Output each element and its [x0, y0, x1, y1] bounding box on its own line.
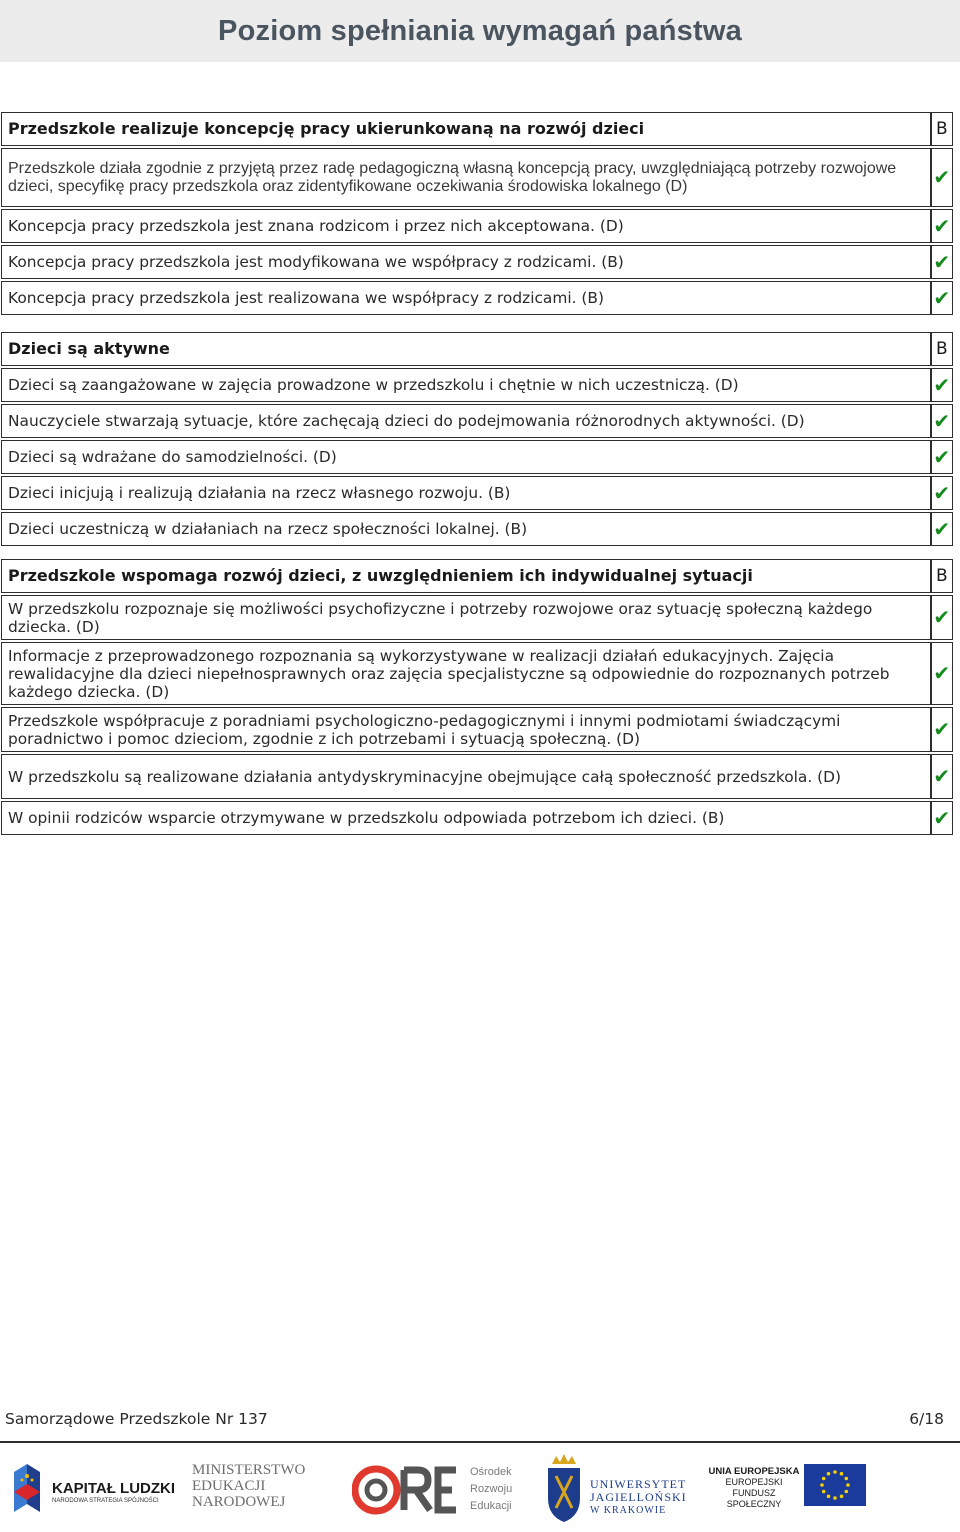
checkmark-icon: ✔: [933, 480, 951, 505]
requirement-row: [1, 707, 953, 752]
requirement-row: [1, 801, 953, 835]
footer-page-number: 6/18: [909, 1410, 944, 1428]
requirement-text: W opinii rodziców wsparcie otrzymywane w przedszkolu odpowiada potrzebom ich dzieci. (B): [1, 801, 931, 835]
checkmark-icon: ✔: [933, 764, 951, 788]
checkmark-icon: ✔: [933, 408, 951, 433]
requirement-text: Nauczyciele stwarzają sytuacje, które zachęcają dzieci do podejmowania różnorodnych aktywności. (D): [1, 404, 931, 438]
title-bar: [0, 0, 960, 62]
logo-ue: [708, 1464, 878, 1516]
logo-ore: [352, 1460, 522, 1520]
checkmark-icon: ✔: [933, 444, 951, 469]
requirement-row: [1, 148, 953, 207]
requirement-text: Informacje z przeprowadzonego rozpoznania są wykorzystywane w realizacji działań edukacyjnych. Zajęcia rewalidacyjne dla dzieci niepełnosprawnych oraz zajęcia specjalistyczne są odpowiednie do rozpoznanych potrzeb każdego dziecka. (D): [1, 642, 931, 705]
requirement-text: W przedszkolu rozpoznaje się możliwości psychofizyczne i potrzeby rozwojowe oraz sytuację społeczną każdego dziecka. (D): [1, 595, 931, 640]
section-heading: Przedszkole wspomaga rozwój dzieci, z uwzględnieniem ich indywidualnej sytuacji: [1, 559, 931, 593]
uj-crest-icon: [546, 1454, 582, 1524]
requirement-text: Koncepcja pracy przedszkola jest modyfikowana we współpracy z rodzicami. (B): [1, 245, 931, 279]
checkmark-icon: ✔: [933, 285, 951, 310]
requirement-table-1: [1, 110, 953, 317]
checkmark-icon: ✔: [933, 661, 951, 685]
checkmark-icon: ✔: [933, 165, 951, 189]
uj-line2: JAGIELLOŃSKI: [590, 1490, 687, 1504]
requirement-text: Dzieci inicjują i realizują działania na rzecz własnego rozwoju. (B): [1, 476, 931, 510]
eu-flag-icon: [804, 1464, 866, 1506]
requirement-text: W przedszkolu są realizowane działania antydyskryminacyjne obejmujące całą społeczność przedszkola. (D): [1, 754, 931, 799]
kapital-ludzki-subtext: NARODOWA STRATEGIA SPÓJNOŚCI: [52, 1498, 159, 1504]
ministerstwo-line2: EDUKACJI: [192, 1478, 266, 1494]
footer-divider: [0, 1441, 960, 1443]
requirement-text: Dzieci są zaangażowane w zajęcia prowadzone w przedszkolu i chętnie w nich uczestniczą. (D): [1, 368, 931, 402]
checkmark-icon: ✔: [933, 605, 951, 629]
level-badge: B: [931, 559, 953, 593]
requirement-row: [1, 476, 953, 510]
requirement-row: [1, 245, 953, 279]
requirement-row: [1, 281, 953, 315]
checkmark-icon: ✔: [933, 805, 951, 830]
footer-school-name: Samorządowe Przedszkole Nr 137: [5, 1410, 268, 1428]
requirement-text: Dzieci uczestniczą w działaniach na rzecz społeczności lokalnej. (B): [1, 512, 931, 546]
kapital-ludzki-flag-icon: [12, 1462, 42, 1514]
requirement-row: [1, 440, 953, 474]
requirement-table-3: [1, 557, 953, 837]
ministerstwo-line3: NARODOWEJ: [192, 1494, 286, 1510]
requirement-row: [1, 209, 953, 243]
ore-line3: Edukacji: [470, 1500, 512, 1512]
requirement-table-2: [1, 330, 953, 548]
uj-line1: UNIWERSYTET: [590, 1477, 687, 1491]
section-heading-row: [1, 559, 953, 593]
ue-line2: EUROPEJSKI: [725, 1477, 783, 1487]
kapital-ludzki-text: KAPITAŁ LUDZKI: [52, 1480, 176, 1497]
logo-kapital-ludzki: [12, 1460, 176, 1518]
requirement-row: [1, 642, 953, 705]
ue-line3: FUNDUSZ SPOŁECZNY: [726, 1488, 782, 1509]
ore-line2: Rozwoju: [470, 1483, 513, 1495]
logo-ministerstwo: [192, 1462, 312, 1518]
requirement-text: Koncepcja pracy przedszkola jest znana rodzicom i przez nich akceptowana. (D): [1, 209, 931, 243]
uj-line3: W KRAKOWIE: [590, 1505, 667, 1516]
checkmark-icon: ✔: [933, 717, 951, 741]
section-heading-row: [1, 112, 953, 146]
ore-line1: Ośrodek: [470, 1466, 512, 1478]
page-title: Poziom spełniania wymagań państwa: [218, 14, 742, 47]
checkmark-icon: ✔: [933, 213, 951, 238]
section-heading: Przedszkole realizuje koncepcję pracy ukierunkowaną na rozwój dzieci: [1, 112, 931, 146]
checkmark-icon: ✔: [933, 249, 951, 274]
requirement-row: [1, 512, 953, 546]
requirement-row: [1, 595, 953, 640]
checkmark-icon: ✔: [933, 516, 951, 541]
level-badge: B: [931, 112, 953, 146]
checkmark-icon: ✔: [933, 372, 951, 397]
requirement-row: [1, 368, 953, 402]
requirement-text: Przedszkole współpracuje z poradniami psychologiczno-pedagogicznymi i innymi podmiotami świadczącymi poradnictwo i pomoc dzieciom, zgodnie z ich potrzebami i sytuacją społeczną. (D): [1, 707, 931, 752]
ministerstwo-line1: MINISTERSTWO: [192, 1462, 306, 1478]
requirement-row: [1, 754, 953, 799]
requirement-text: Dzieci są wdrażane do samodzielności. (D): [1, 440, 931, 474]
section-heading: Dzieci są aktywne: [1, 332, 931, 366]
ue-line1: UNIA EUROPEJSKA: [708, 1466, 800, 1477]
level-badge: B: [931, 332, 953, 366]
sponsor-logos: [0, 1448, 960, 1532]
requirement-text: Przedszkole działa zgodnie z przyjętą przez radę pedagogiczną własną koncepcją pracy, uwzględniającą potrzeby rozwojowe dzieci, specyfikę pracy przedszkola oraz zidentyfikowane oczekiwania środowiska lokalnego (D): [1, 148, 931, 207]
ore-mark-icon: [352, 1464, 460, 1516]
logo-uj: [546, 1452, 686, 1526]
requirement-row: [1, 404, 953, 438]
section-heading-row: [1, 332, 953, 366]
requirement-text: Koncepcja pracy przedszkola jest realizowana we współpracy z rodzicami. (B): [1, 281, 931, 315]
